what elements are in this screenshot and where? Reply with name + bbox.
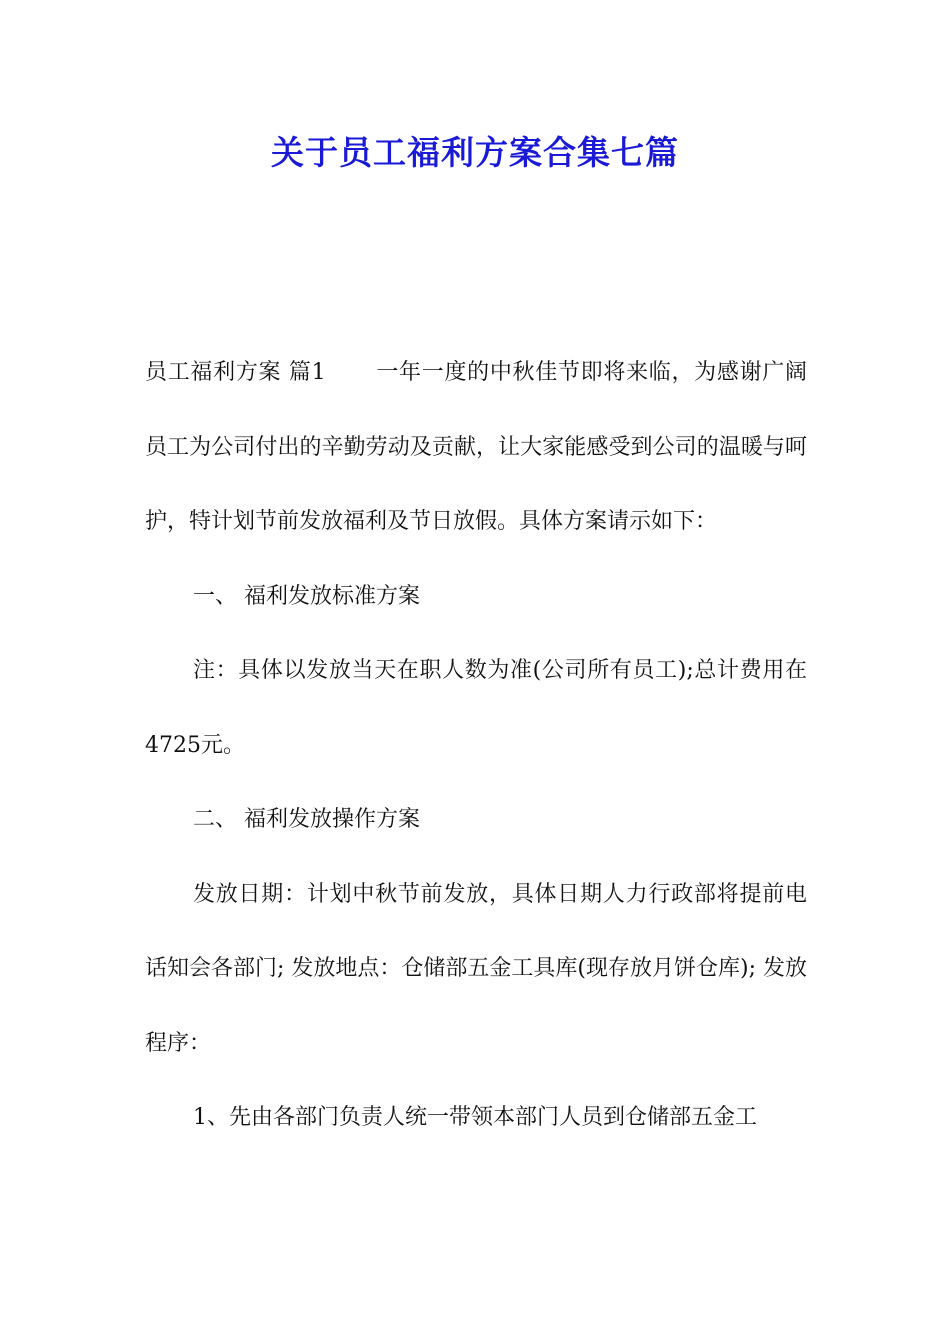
subheading-2: 二、 福利发放操作方案 — [193, 807, 420, 832]
paragraph-step-1: 1、先由各部门负责人统一带领本部门人员到仓储部五金工 — [193, 1105, 757, 1130]
page-title: 关于员工福利方案合集七篇 — [271, 133, 679, 172]
paragraph-intro — [145, 336, 807, 560]
section-heading: 员工福利方案 篇1 — [145, 360, 326, 385]
subheading-1: 一、 福利发放标准方案 — [193, 583, 420, 609]
paragraph-distribution: 发放日期：计划中秋节前发放，具体日期人力行政部将提前电话知会各部门; 发放地点：仓储部五金工具库(现存放月饼仓库); 发放程序： — [145, 881, 807, 1056]
document-body — [145, 336, 807, 1156]
paragraph-intro-text: 一年一度的中秋佳节即将来临，为感谢广阔员工为公司付出的辛勤劳动及贡献，让大家能感受到公司的温暖与呵护，特计划节前发放福利及节日放假。具体方案请示如下： — [145, 360, 807, 534]
paragraph-note: 注：具体以发放当天在职人数为准(公司所有员工);总计费用在4725元。 — [145, 658, 807, 758]
